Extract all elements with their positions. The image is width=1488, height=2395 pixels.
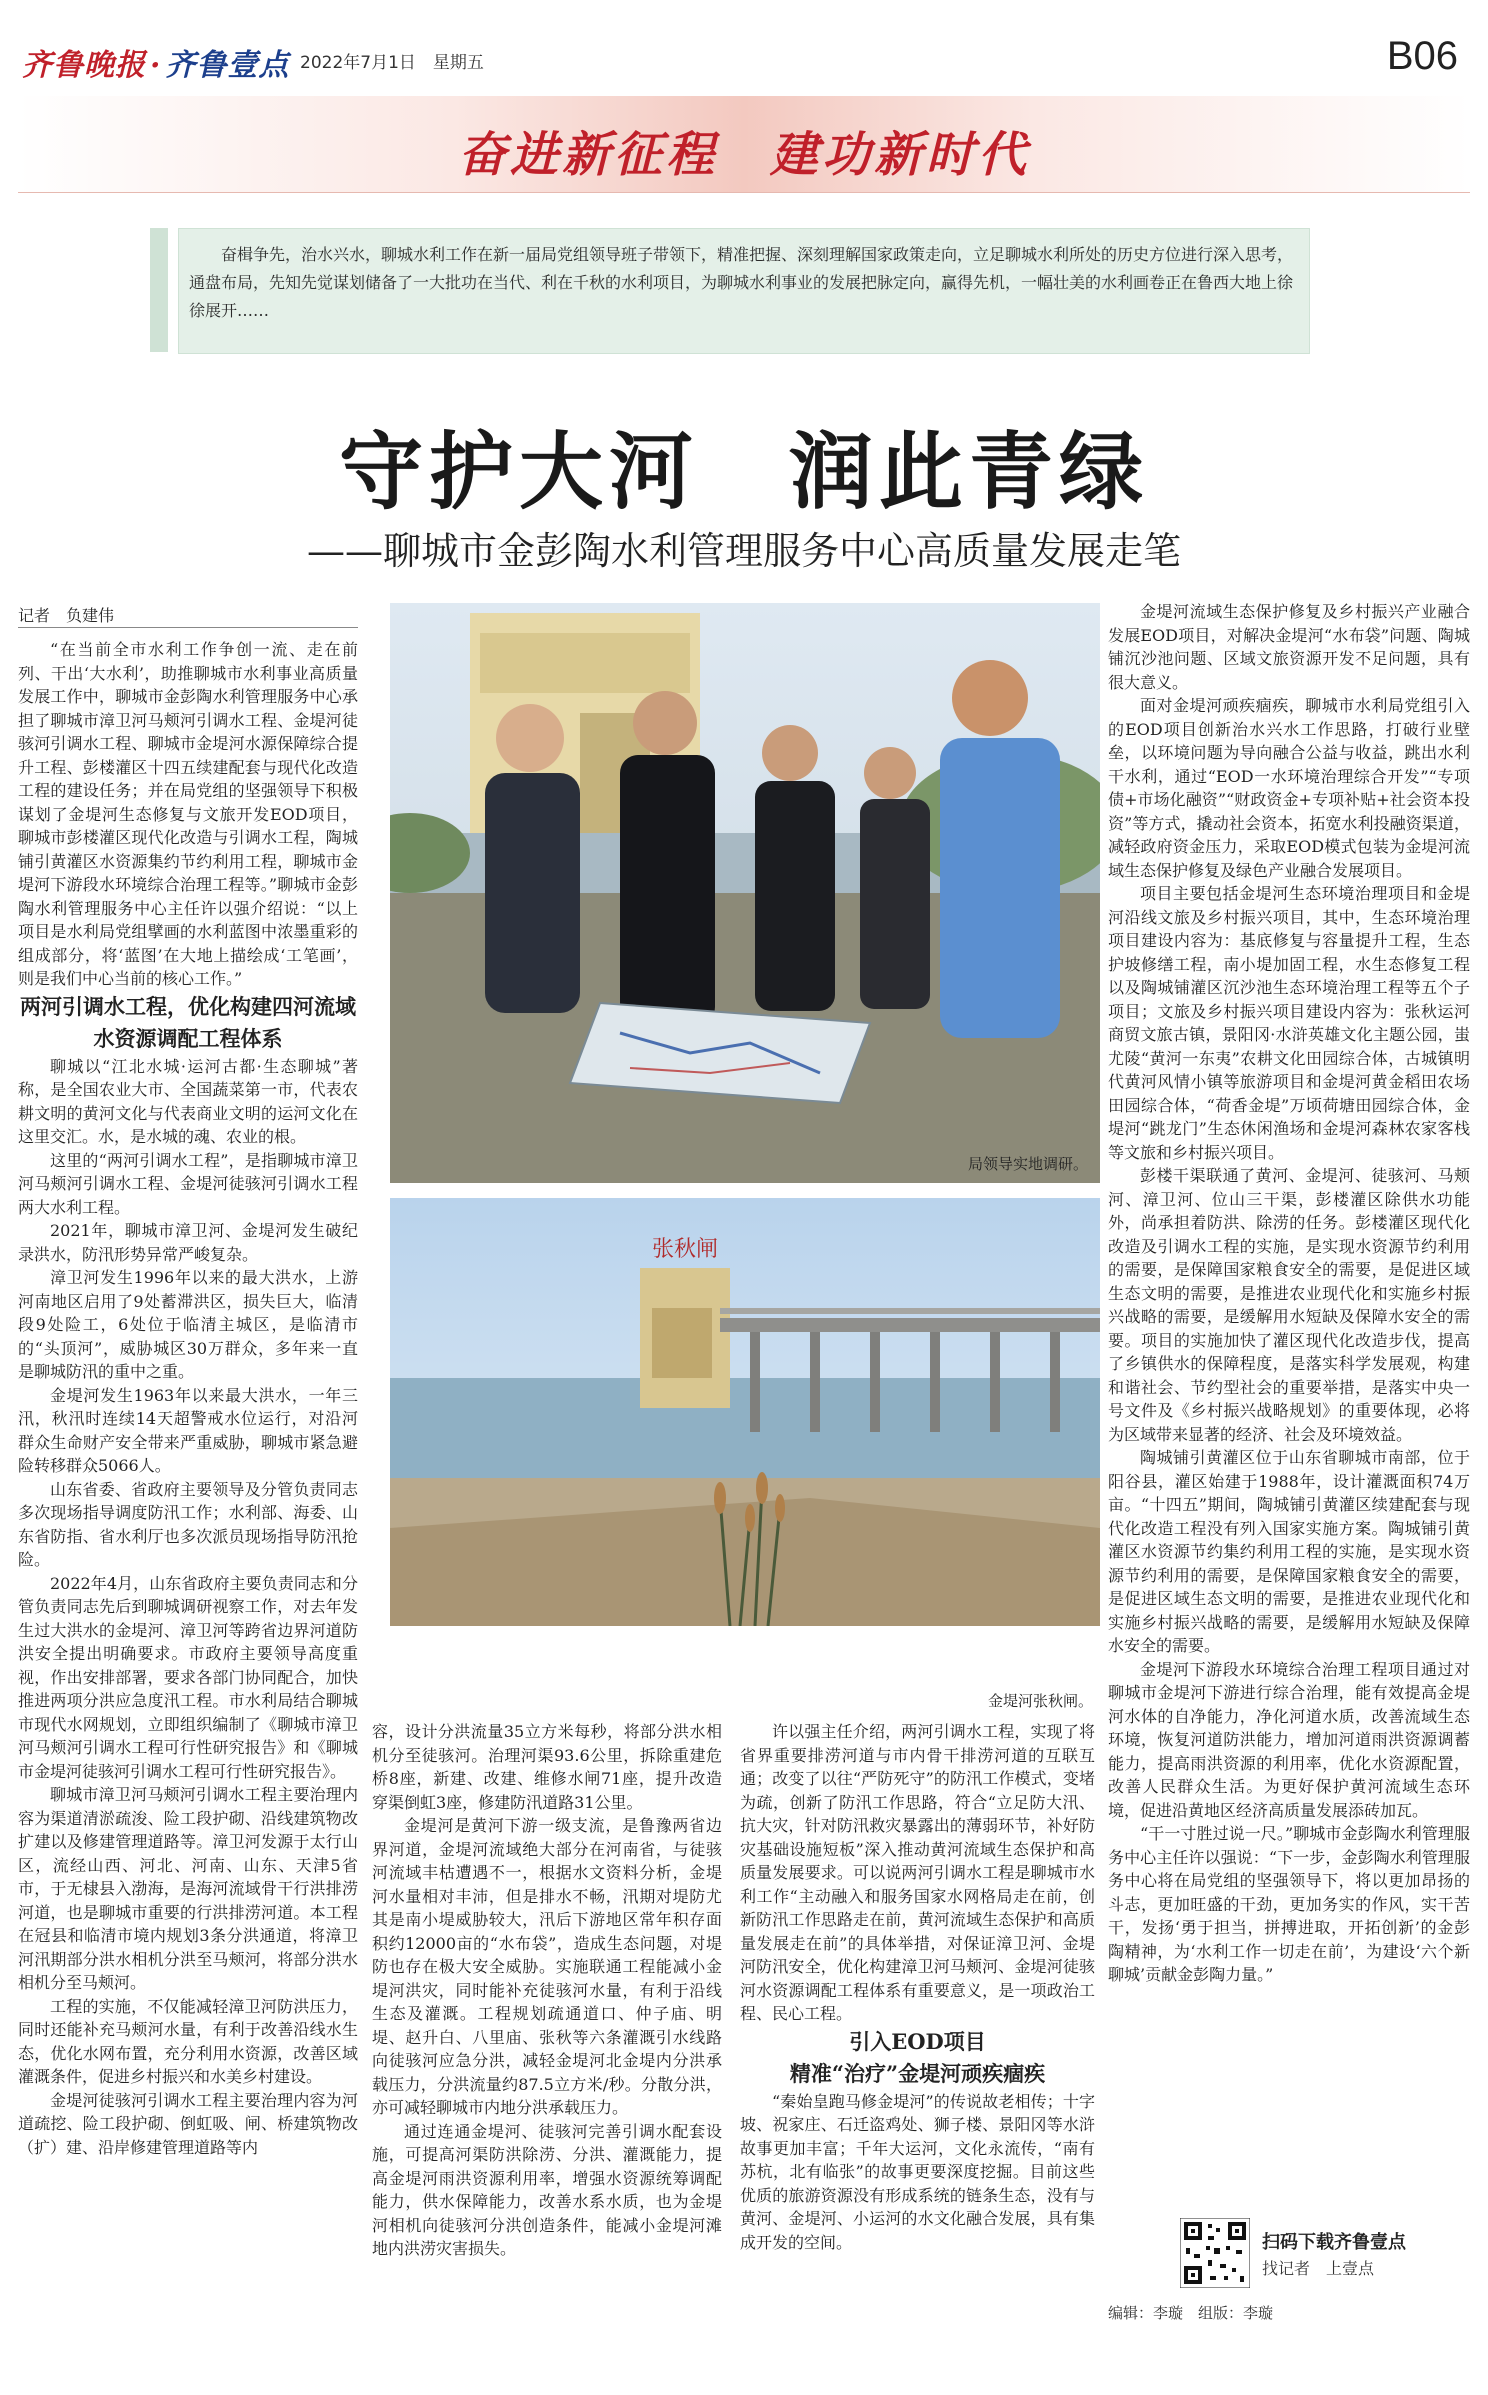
subheadline: ——聊城市金彭陶水利管理服务中心高质量发展走笔: [306, 529, 1181, 573]
paragraph: 项目主要包括金堤河生态环境治理项目和金堤河沿线文旅及乡村振兴项目，其中，生态环境治理项目建设内容为：基底修复与容量提升工程，生态护坡修缮工程，南小堤加固工程，水生态修复工程以及陶城铺灌区沉沙池生态环境治理工程等五个子项目；文旅及乡村振兴项目建设内容为：张秋运河商贸文旅古镇，景阳冈·水浒英雄文化主题公园，蚩尤陵“黄河一东夷”农耕文化田园综合体，古城镇明代黄河风情小镇等旅游项目和金堤河黄金稻田农场田园综合体，“荷香金堤”万顷荷塘田园综合体，金堤河“跳龙门”生态休闲渔场和金堤河森林农家客栈等文旅和乡村振兴项目。: [1108, 884, 1470, 1162]
paragraph: 这里的“两河引调水工程”，是指聊城市漳卫河马颊河引调水工程、金堤河徒骇河引调水工程两大水利工程。: [18, 1150, 358, 1217]
paragraph: 彭楼干渠联通了黄河、金堤河、徒骇河、马颊河、漳卫河、位山三干渠，彭楼灌区除供水功能外，尚承担着防洪、除涝的任务。彭楼灌区现代化改造及引调水工程的实施，是实现水资源节约利用的需要，是保障国家粮食安全的需要，是促进区域生态文明的需要，是推进农业现代化和实施乡村振兴战略的需要，是缓解用水短缺及保障水安全的需要。项目的实施加快了灌区现代化改造步伐，提高了乡镇供水的保障程度，是落实科学发展观，构建和谐社会、节约型社会的重要举措，是落实中央一号文件及《乡村振兴战略规划》的重要体现，必将为区域带来显著的经济、社会及环境效益。: [1108, 1166, 1470, 1444]
photo-zhangqiu-sluice: [390, 1198, 1100, 1626]
qr-code-icon[interactable]: [1180, 2218, 1250, 2288]
paragraph: “秦始皇跑马修金堤河”的传说故老相传；十字坡、祝家庄、石迁盗鸡处、狮子楼、景阳冈等水浒故事更加丰富；千年大运河，文化永流传，“南有苏杭，北有临张”的故事更要深度挖掘。目前这些优质的旅游资源没有形成系统的链条生态，没有与黄河、金堤河、小运河的水文化融合发展，具有集成开发的空间。: [740, 2091, 1095, 2252]
paragraph: 2022年4月，山东省政府主要负责同志和分管负责同志先后到聊城调研视察工作，对去年发生过大洪水的金堤河、漳卫河等跨省边界河道防洪安全提出明确要求。市政府主要领导高度重视，作出安排部署，要求各部门协同配合，加快推进两项分洪应急度汛工程。市水利局结合聊城市现代水网规划，立即组织编制了《聊城市漳卫河马颊河引调水工程可行性研究报告》和《聊城市金堤河徒骇河引调水工程可行性研究报告》。: [18, 1573, 358, 1781]
paragraph: 聊城以“江北水城·运河古都·生态聊城”著称，是全国农业大市、全国蔬菜第一市，代表农耕文明的黄河文化与代表商业文明的运河文化在这里交汇。水，是水城的魂、农业的根。: [18, 1056, 358, 1146]
field-inspection-image: [390, 603, 1100, 1183]
section-banner: [18, 96, 1470, 193]
paragraph: 金堤河发生1963年以来最大洪水，一年三汛，秋汛时连续14天超警戒水位运行，对沿河群众生命财产安全带来严重威胁，聊城市紧急避险转移群众5066人。: [18, 1385, 358, 1475]
sluice-image: [390, 1198, 1100, 1626]
paragraph: 聊城市漳卫河马颊河引调水工程主要治理内容为渠道清淤疏浚、险工段护砌、沿线建筑物改扩建以及修建管理道路等。漳卫河发源于太行山区，流经山西、河北、河南、山东、天津5省市，于无棣县入渤海，是海河流域骨干行洪排涝河道，也是聊城市重要的行洪排涝河道。本工程在冠县和临清市境内规划3条分洪通道，将漳卫河汛期部分洪水相机分洪至马颊河，将部分洪水相机分至马颊河。: [18, 1785, 358, 1992]
qr-subcaption: 找记者 上壹点: [1262, 2259, 1375, 2278]
paragraph: 山东省委、省政府主要领导及分管负责同志多次现场指导调度防汛工作；水利部、海委、山东省防指、省水利厅也多次派员现场指导防汛抢险。: [18, 1479, 358, 1569]
paragraph: 容，设计分洪流量35立方米每秒，将部分洪水相机分至徒骇河。治理河渠93.6公里，拆除重建危桥8座，新建、改建、维修水闸71座，提升改造穿渠倒虹3座，修建防汛道路31公里。: [372, 1722, 722, 1812]
paragraph: 许以强主任介绍，两河引调水工程，实现了将省界重要排涝河道与市内骨干排涝河道的互联互通；改变了以往“严防死守”的防汛工作模式，变堵为疏，创新了防汛工作思路，符合“立足防大汛、抗大灾，针对防汛救灾暴露出的薄弱环节，补好防灾基础设施短板”深入推动黄河流域生态保护和高质量发展要求。可以说两河引调水工程是聊城市水利工作“主动融入和服务国家水网格局走在前，创新防汛工作思路走在前，黄河流域生态保护和高质量发展走在前”的具体举措，对保证漳卫河、金堤河防汛安全，优化构建漳卫河马颊河、金堤河徒骇河水资源调配工程体系有重要意义，是一项政治工程、民心工程。: [740, 1722, 1095, 2023]
photo-caption: 金堤河张秋闸。: [988, 1692, 1094, 1710]
paragraph: “在当前全市水利工作争创一流、走在前列、干出‘大水利’，助推聊城市水利事业高质量发展工作中，聊城市金彭陶水利管理服务中心承担了聊城市漳卫河马颊河引调水工程、金堤河徒骇河引调水工程、聊城市金堤河水源保障综合提升工程、彭楼灌区十四五续建配套与现代化改造工程的建设任务；并在局党组的坚强领导下积极谋划了金堤河生态修复与文旅开发EOD项目，聊城市彭楼灌区现代化改造与引调水工程，陶城铺引黄灌区水资源集约节约利用工程，聊城市金堤河下游段水环境综合治理工程等。”聊城市金彭陶水利管理服务中心主任许以强介绍说：“以上项目是水利局党组擘画的水利蓝图中浓墨重彩的组成部分，将‘蓝图’在大地上描绘成‘工笔画’，则是我们中心当前的核心工作。”: [18, 640, 358, 988]
intro-box: [178, 228, 1310, 354]
qr-caption: 扫码下载齐鲁壹点: [1262, 2232, 1406, 2253]
section-heading: 引入EOD项目: [849, 2028, 986, 2054]
intro-text: 奋楫争先，治水兴水，聊城水利工作在新一届局党组领导班子带领下，精准把握、深刻理解国家政策走向，立足聊城水利所处的历史方位进行深入思考，通盘布局，先知先觉谋划储备了一大批功在当代、利在千秋的水利项目，为聊城水利事业的发展把脉定向，赢得先机，一幅壮美的水利画卷正在鲁西大地上徐徐展开……: [189, 245, 1294, 320]
paragraph: 陶城铺引黄灌区位于山东省聊城市南部，位于阳谷县，灌区始建于1988年，设计灌溉面积74万亩。“十四五”期间，陶城铺引黄灌区续建配套与现代化改造工程没有列入国家实施方案。陶城铺引黄灌区水资源节约集约利用工程的实施，是实现水资源节约利用的需要，是保障国家粮食安全的需要，是促进区域生态文明的需要，是推进农业现代化和实施乡村振兴战略的需要，是缓解用水短缺及保障水安全的需要。: [1108, 1448, 1470, 1655]
paragraph: 面对金堤河顽疾痼疾，聊城市水利局党组引入的EOD项目创新治水兴水工作思路，打破行业壁垒，以环境问题为导向融合公益与收益，跳出水利干水利，通过“EOD一水环境治理综合开发”“专项债+市场化融资”“财政资金+专项补贴+社会资本投资”等方式，撬动社会资本，拓宽水利投融资渠道，减轻政府资金压力，采取EOD模式包装为金堤河流域生态保护修复及绿色产业融合发展项目。: [1108, 696, 1470, 880]
page-number: B06: [1386, 34, 1458, 78]
gate-sign: 张秋闸: [651, 1237, 719, 1262]
paragraph: 2021年，聊城市漳卫河、金堤河发生破纪录洪水，防汛形势异常严峻复杂。: [18, 1221, 358, 1264]
photo-field-inspection: [390, 603, 1100, 1183]
issue-date: 2022年7月1日 星期五: [300, 53, 484, 73]
paragraph: 工程的实施，不仅能减轻漳卫河防洪压力，同时还能补充马颊河水量，有利于改善沿线水生态，优化水网布置，充分利用水资源，改善区域灌溉条件，促进乡村振兴和水美乡村建设。: [18, 1996, 358, 2086]
headline: 守护大河 润此青绿: [338, 422, 1149, 521]
article-column-3: [740, 1720, 1095, 2380]
editor-credit: 编辑：李璇 组版：李璇: [1108, 2304, 1274, 2322]
paragraph: 通过连通金堤河、徒骇河完善引调水配套设施，可提高河渠防洪除涝、分洪、灌溉能力，提高金堤河雨洪资源利用率，增强水资源统筹调配能力，供水保障能力，改善水系水质，也为金堤河相机向徒骇河分洪创造条件，能减小金堤河滩地内洪涝灾害损失。: [372, 2121, 722, 2258]
paragraph: “干一寸胜过说一尺。”聊城市金彭陶水利管理服务中心主任许以强说：“下一步，金彭陶水利管理服务中心将在局党组的坚强领导下，将以更加昂扬的斗志，更加旺盛的干劲，更加务实的作风，实干苦干，发扬‘勇于担当，拼搏进取，开拓创新’的金彭陶精神，为‘水利工作一切走在前’，为建设‘六个新聊城’贡献金彭陶力量。”: [1108, 1824, 1470, 1984]
paragraph: 金堤河流域生态保护修复及乡村振兴产业融合发展EOD项目，对解决金堤河“水布袋”问题、陶城铺沉沙池问题、区域文旅资源开发不足问题，具有很大意义。: [1108, 602, 1470, 692]
section-heading: 两河引调水工程，优化构建四河流域水资源调配工程体系: [20, 993, 356, 1051]
byline-divider: [18, 627, 358, 628]
byline: 记者 负建伟: [18, 606, 115, 625]
intro-accent-bar: [150, 228, 168, 352]
article-column-2: [372, 1720, 722, 2380]
section-heading: 精准“治疗”金堤河顽疾痼疾: [789, 2060, 1046, 2086]
paragraph: 金堤河下游段水环境综合治理工程项目通过对聊城市金堤河下游进行综合治理，能有效提高金堤河水体的自净能力，净化河道水质，改善流域生态环境，恢复河道防洪能力，增加河道雨洪资源调蓄能力，提高雨洪资源的利用率，优化水资源配置，改善人民群众生活。为更好保护黄河流域生态环境，促进沿黄地区经济高质量发展添砖加瓦。: [1108, 1659, 1470, 1820]
paragraph: 漳卫河发生1996年以来的最大洪水，上游河南地区启用了9处蓄滞洪区，损失巨大，临清段9处险工，6处位于临清主城区，是临清市的“头顶河”，威胁城区30万群众，多年来一直是聊城防汛的重中之重。: [18, 1268, 358, 1381]
paragraph: 金堤河是黄河下游一级支流，是鲁豫两省边界河道，金堤河流域绝大部分在河南省，与徒骇河流域丰枯遭遇不一，根据水文资料分析，金堤河水量相对丰沛，但是排水不畅，汛期对堤防尤其是南小堤威胁较大，汛后下游地区常年积存面积约12000亩的“水布袋”，造成生态问题，对堤防也存在极大安全威胁。实施联通工程能减小金堤河洪灾，同时能补充徒骇河水量，有利于沿线生态及灌溉。工程规划疏通道口、仲子庙、明堤、赵升白、八里庙、张秋等六条灌溉引水线路向徒骇河应急分洪，减轻金堤河北金堤内分洪承载压力，分洪流量约87.5立方米/秒。分散分洪，亦可减轻聊城市内地分洪承载压力。: [372, 1816, 722, 2117]
article-column-4: [1108, 600, 1470, 2190]
masthead-logo: 齐鲁晚报 · 齐鲁壹点: [22, 48, 290, 83]
paragraph: 金堤河徒骇河引调水工程主要治理内容为河道疏挖、险工段护砌、倒虹吸、闸、桥建筑物改（扩）建、沿岸修建管理道路等内: [18, 2090, 358, 2157]
article-column-1: [18, 638, 358, 2378]
photo-caption: 局领导实地调研。: [968, 1155, 1089, 1173]
banner-slogan: 奋进新征程 建功新时代: [457, 127, 1030, 183]
